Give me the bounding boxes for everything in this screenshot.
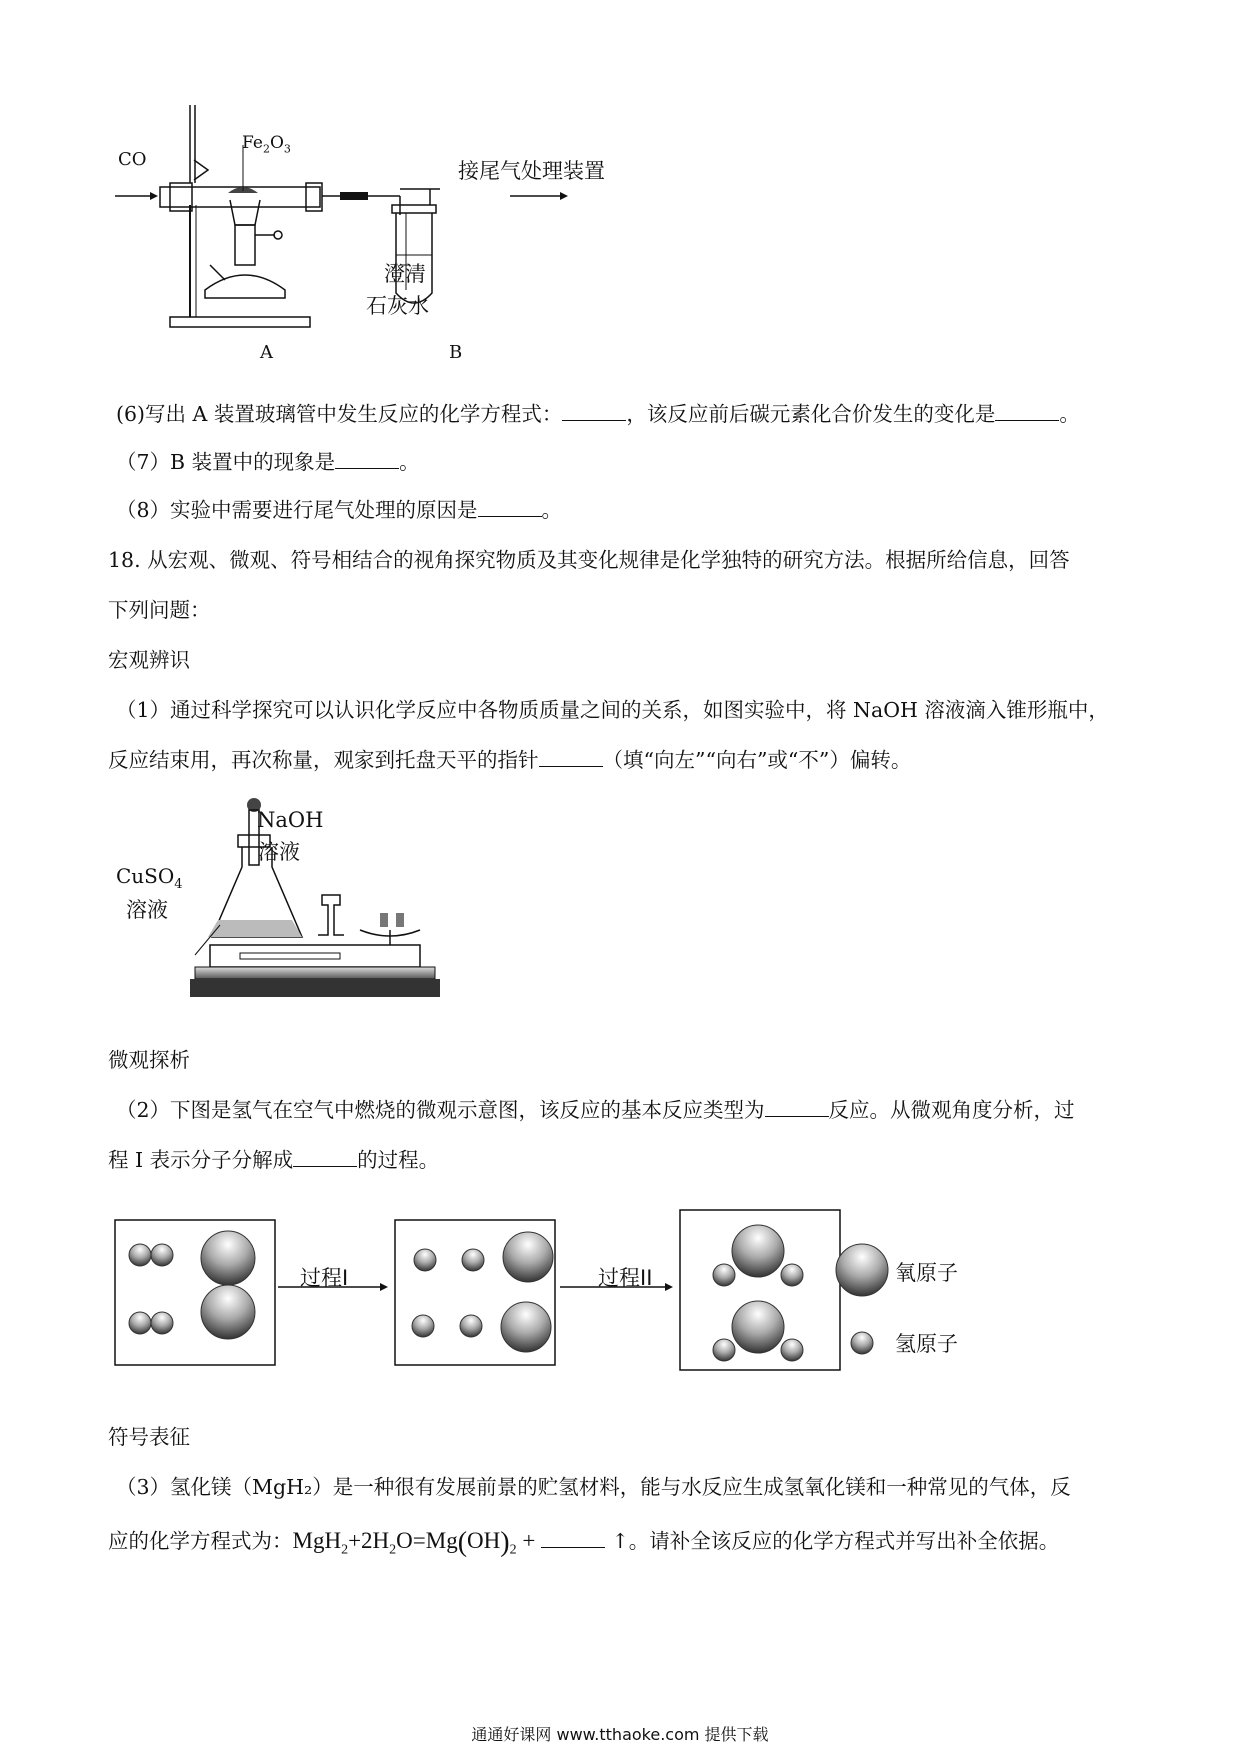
answer-blank[interactable]: [765, 1098, 829, 1117]
section-symbol: 符号表征: [108, 1425, 190, 1449]
cuso4-label: CuSO$_4$: [116, 864, 183, 892]
p1-line2: 反应结束用，再次称量，观家到托盘天平的指针 （填“向左”“向右”或“不”）偏转。: [108, 748, 912, 772]
p3-line1: （3）氢化镁（MgH₂）是一种很有发展前景的贮氢材料，能与水反应生成氢氧化镁和一种常见的气体，反: [116, 1475, 1071, 1499]
q6: (6)写出 A 装置玻璃管中发生反应的化学方程式： ，该反应前后碳元素化合价发生的变化是 。: [116, 402, 1080, 426]
p2-line1: （2）下图是氢气在空气中燃烧的微观示意图，该反应的基本反应类型为 反应。从微观角度分析，过: [116, 1098, 1075, 1122]
section-micro: 微观探析: [108, 1048, 190, 1072]
box-reactants: [115, 1220, 275, 1365]
tail-gas-label: 接尾气处理装置: [458, 159, 605, 183]
equation: $MgH_2+2H_2O=Mg(OH)_2$ +: [292, 1527, 536, 1558]
oxygen-atom-legend: [836, 1244, 888, 1296]
answer-blank[interactable]: [995, 402, 1059, 421]
oxygen-atom-label: 氧原子: [895, 1261, 958, 1285]
label-a: A: [260, 342, 273, 363]
q18-stem-2: 下列问题：: [108, 598, 211, 622]
balance-base: [190, 979, 440, 997]
answer-blank[interactable]: [293, 1148, 357, 1167]
p3-line2: 应的化学方程式为：$MgH_2+2H_2O=Mg(OH)_2$ + ↑。请补全该反应的化学方程式并写出补全依据。: [108, 1527, 1060, 1558]
q8: （8）实验中需要进行尾气处理的原因是 。: [116, 498, 563, 522]
cuso4-label-2: 溶液: [126, 898, 168, 922]
hydrogen-combustion-micro-diagram: [110, 1205, 970, 1385]
co-label: CO: [118, 149, 147, 170]
hydrogen-atom-legend: [851, 1332, 873, 1354]
co-reduction-apparatus: [110, 105, 630, 370]
answer-blank[interactable]: [541, 1529, 605, 1548]
stand-base: [170, 317, 310, 327]
naoh-label-2: 溶液: [258, 840, 300, 864]
section-macro: 宏观辨识: [108, 648, 190, 672]
answer-blank[interactable]: [478, 498, 542, 517]
burner-base: [205, 275, 285, 298]
answer-blank[interactable]: [539, 748, 603, 767]
q7: （7）B 装置中的现象是 。: [116, 450, 420, 474]
answer-blank[interactable]: [335, 450, 399, 469]
label-b: B: [449, 342, 463, 363]
fe2o3-label: $Fe_2O_3$: [242, 133, 291, 156]
naoh-label: NaOH: [257, 808, 324, 832]
limewater-label-1: 澄清: [384, 262, 426, 286]
process1-label: 过程I: [300, 1266, 349, 1290]
page-footer: 通通好课网 www.tthaoke.com 提供下载: [471, 1725, 769, 1744]
p2-line2: 程 I 表示分子分解成 的过程。: [108, 1148, 440, 1172]
balance-beam: [210, 945, 420, 967]
q18-stem-1: 18. 从宏观、微观、符号相结合的视角探究物质及其变化规律是化学独特的研究方法。根据所给信息，回答: [108, 548, 1070, 572]
p1-line1: （1）通过科学探究可以认识化学反应中各物质质量之间的关系，如图实验中，将 NaOH 溶液滴入锥形瓶中，: [116, 698, 1109, 722]
hydrogen-atom-label: 氢原子: [895, 1332, 958, 1356]
limewater-label-2: 石灰水: [366, 294, 429, 318]
alcohol-lamp-flame: [230, 200, 260, 225]
process2-label: 过程II: [598, 1266, 653, 1290]
answer-blank[interactable]: [562, 402, 626, 421]
